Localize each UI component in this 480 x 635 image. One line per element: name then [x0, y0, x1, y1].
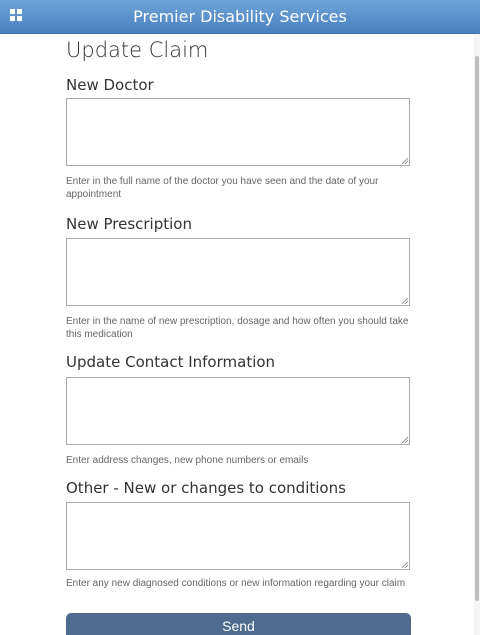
- scrollbar-thumb[interactable]: [475, 56, 479, 601]
- send-button[interactable]: Send: [66, 613, 411, 635]
- form-scroll-area[interactable]: [0, 34, 480, 635]
- contact-info-input[interactable]: [66, 377, 410, 445]
- new-prescription-label: New Prescription: [66, 215, 192, 233]
- new-doctor-input[interactable]: [66, 98, 410, 166]
- page-title: Update Claim: [66, 38, 209, 62]
- conditions-help: Enter any new diagnosed conditions or new information regarding your claim: [66, 578, 406, 589]
- new-doctor-label: New Doctor: [66, 76, 154, 94]
- new-doctor-help: Enter in the full name of the doctor you have seen and the date of your appointment: [66, 176, 379, 200]
- contact-info-help: Enter address changes, new phone numbers or emails: [66, 455, 309, 466]
- app-header: [0, 0, 480, 34]
- conditions-input[interactable]: [66, 502, 410, 570]
- new-prescription-help: Enter in the name of new prescription, dosage and how often you should take this medication: [66, 316, 409, 340]
- app-title: Premier Disability Services: [133, 7, 347, 26]
- new-prescription-input[interactable]: [66, 238, 410, 306]
- scrollbar-track[interactable]: [474, 34, 480, 635]
- conditions-label: Other - New or changes to conditions: [66, 479, 346, 497]
- contact-info-label: Update Contact Information: [66, 353, 276, 371]
